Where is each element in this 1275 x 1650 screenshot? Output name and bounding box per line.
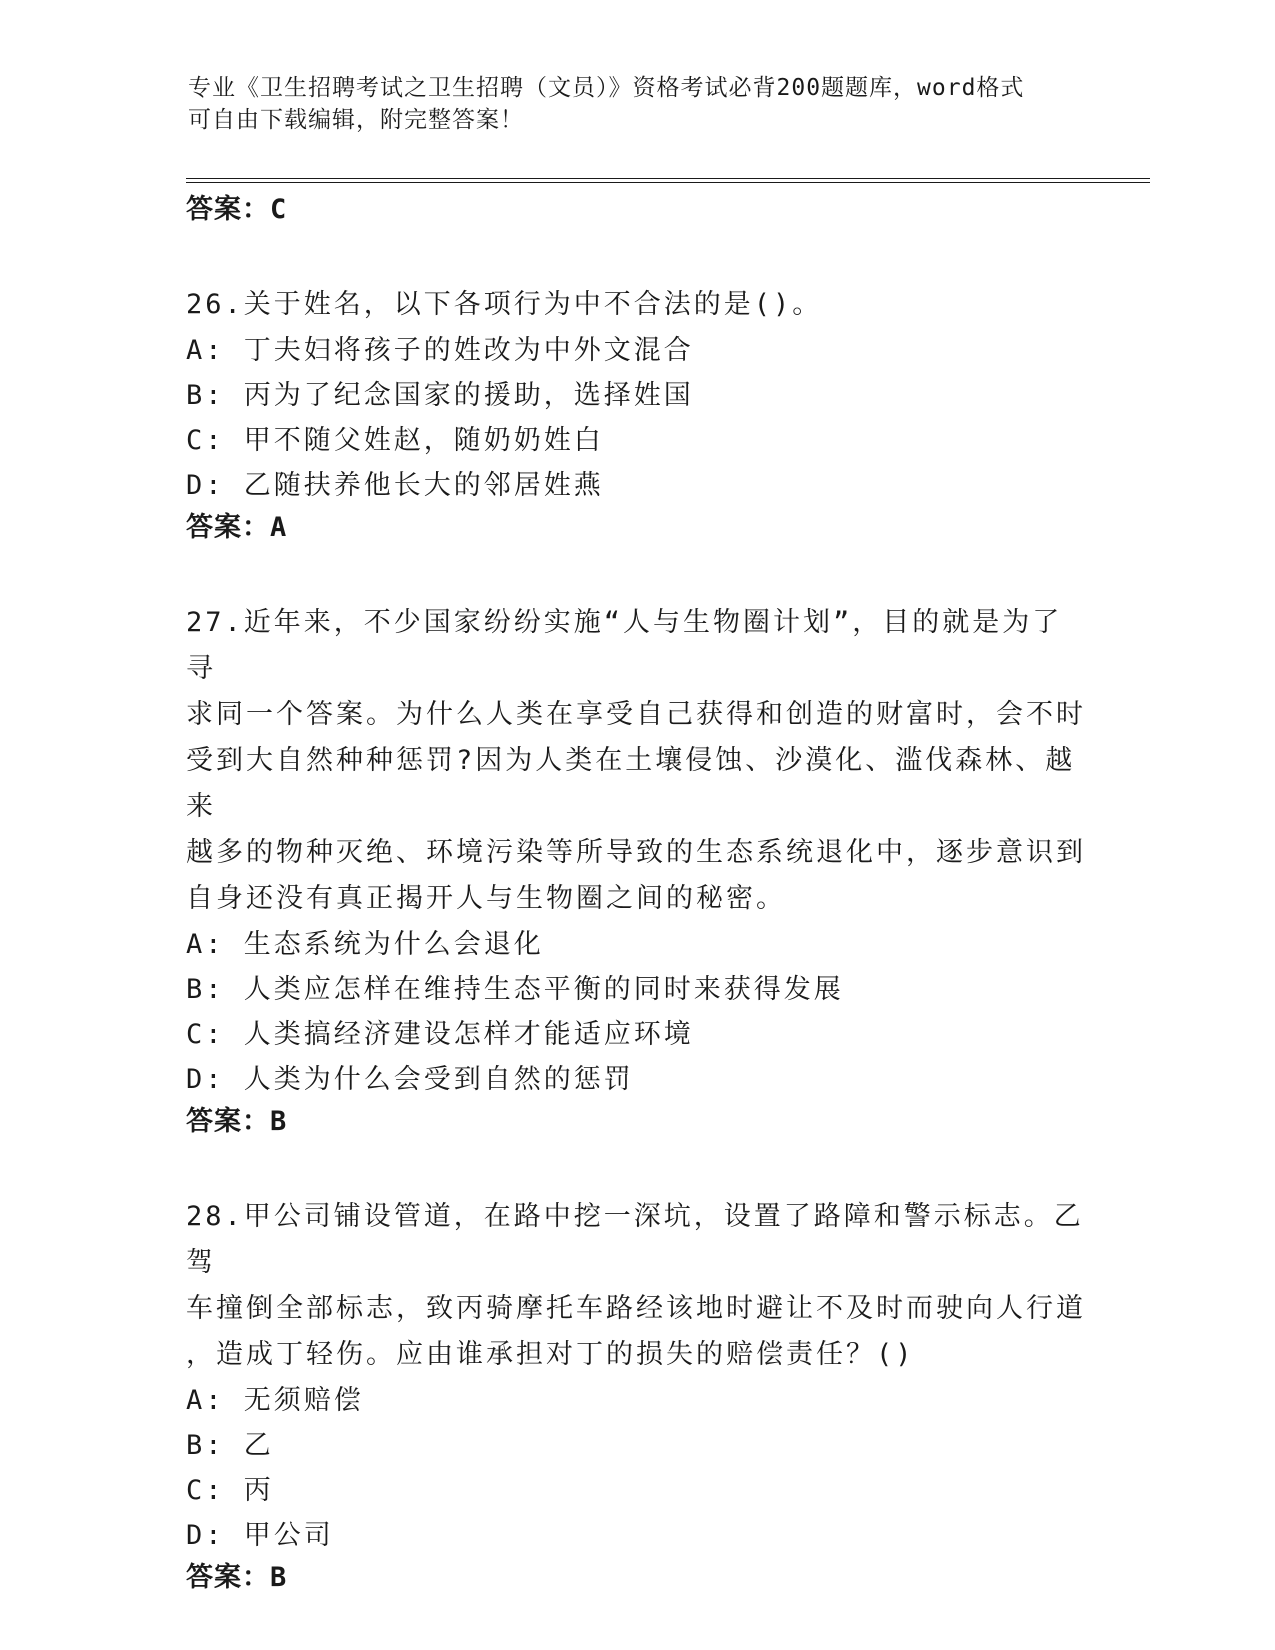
question-stem-line: 越多的物种灭绝、环境污染等所导致的生态系统退化中，逐步意识到 — [186, 837, 1086, 868]
question-block-26 — [186, 282, 1086, 548]
question-stem-line: 受到大自然种种惩罚?因为人类在土壤侵蚀、沙漠化、滥伐森林、越来 — [186, 745, 1076, 822]
option-c: C: 丙 — [186, 1475, 274, 1506]
option-a: A: 生态系统为什么会退化 — [186, 929, 544, 960]
document-header — [188, 72, 1068, 136]
header-line-2: 可自由下载编辑，附完整答案！ — [188, 107, 524, 133]
header-rule-bottom — [186, 182, 1150, 183]
question-stem-line: ，造成丁轻伤。应由谁承担对丁的损失的赔偿责任？() — [186, 1339, 915, 1370]
option-d: D: 甲公司 — [186, 1520, 334, 1551]
question-stem-line: 自身还没有真正揭开人与生物圈之间的秘密。 — [186, 883, 786, 914]
header-line-1: 专业《卫生招聘考试之卫生招聘（文员）》资格考试必背200题题库，word格式 — [188, 75, 1025, 101]
question-stem-line: 求同一个答案。为什么人类在享受自己获得和创造的财富时，会不时 — [186, 699, 1086, 730]
question-block-28 — [186, 1194, 1086, 1598]
answer-line: 答案：B — [186, 1562, 288, 1593]
option-b: B: 人类应怎样在维持生态平衡的同时来获得发展 — [186, 974, 844, 1005]
option-d: D: 人类为什么会受到自然的惩罚 — [186, 1064, 634, 1095]
previous-answer: 答案：C — [186, 194, 288, 225]
option-c: C: 人类搞经济建设怎样才能适应环境 — [186, 1019, 694, 1050]
question-block-27 — [186, 600, 1086, 1142]
option-c: C: 甲不随父姓赵，随奶奶姓白 — [186, 425, 604, 456]
question-stem-line: 车撞倒全部标志，致丙骑摩托车路经该地时避让不及时而驶向人行道 — [186, 1293, 1086, 1324]
option-b: B: 乙 — [186, 1430, 274, 1461]
answer-line: 答案：B — [186, 1106, 288, 1137]
question-stem-line: 26.关于姓名，以下各项行为中不合法的是()。 — [186, 289, 823, 320]
header-rule-top — [186, 178, 1150, 179]
option-a: A: 丁夫妇将孩子的姓改为中外文混合 — [186, 335, 694, 366]
question-stem-line: 27.近年来，不少国家纷纷实施“人与生物圈计划”，目的就是为了寻 — [186, 607, 1063, 684]
option-d: D: 乙随扶养他长大的邻居姓燕 — [186, 470, 604, 501]
question-stem-line: 28.甲公司铺设管道，在路中挖一深坑，设置了路障和警示标志。乙驾 — [186, 1201, 1084, 1278]
option-b: B: 丙为了纪念国家的援助，选择姓国 — [186, 380, 694, 411]
question-list — [186, 190, 1086, 1598]
answer-line: 答案：A — [186, 512, 288, 543]
option-a: A: 无须赔偿 — [186, 1385, 364, 1416]
